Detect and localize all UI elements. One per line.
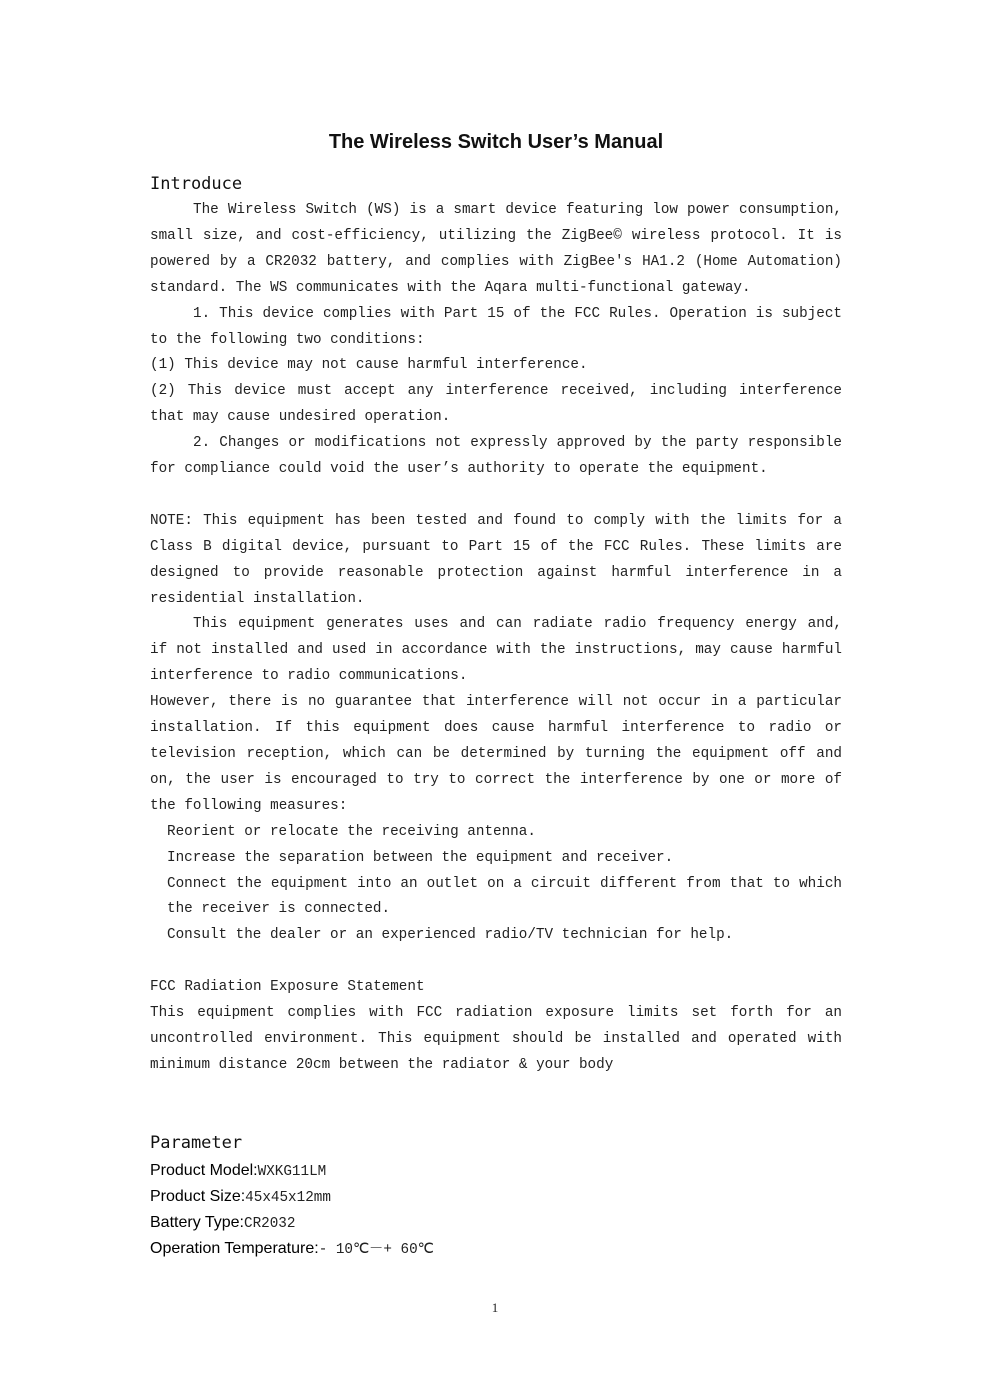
fcc-item-1: 1. This device complies with Part 15 of the FCC Rules. Operation is subject to the following two conditions: — [150, 305, 842, 348]
fcc-radiation-heading: FCC Radiation Exposure Statement — [150, 979, 425, 996]
param-value: WXKG11LM — [257, 1164, 327, 1180]
equipment-paragraph: This equipment generates uses and can radiate radio frequency energy and, if not installed and used in accordance with the instructions, may cause harmful interference to radio communications. — [150, 616, 842, 685]
param-row-temperature — [150, 1236, 842, 1262]
param-value: 45x45x12mm — [245, 1190, 331, 1206]
param-row-size — [150, 1184, 842, 1210]
however-paragraph: However, there is no guarantee that interference will not occur in a particular installation. If this equipment does cause harmful interference to radio or television reception, which can be determined by turning the equipment off and on, the user is encouraged to try to correct the interference by one or more of the following measures: — [150, 694, 842, 814]
fcc-radiation-paragraph: This equipment complies with FCC radiation exposure limits set forth for an uncontrolled environment. This equipment should be installed and operated with minimum distance 20cm between the radiator & your body — [150, 1005, 842, 1073]
fcc-item-2: 2. Changes or modifications not expressly approved by the party responsible for compliance could void the user’s authority to operate the equipment. — [150, 435, 842, 478]
param-label: Product Size: — [150, 1188, 246, 1205]
param-value: - 10℃－+ 60℃ — [318, 1242, 434, 1258]
param-row-battery — [150, 1210, 842, 1236]
fcc-condition-1: (1) This device may not cause harmful interference. — [150, 357, 588, 374]
introduce-body — [150, 198, 842, 1079]
fcc-condition-2: (2) This device must accept any interference received, including interference that may cause undesired operation. — [150, 383, 842, 426]
parameter-list — [150, 1158, 842, 1262]
intro-paragraph: The Wireless Switch (WS) is a smart device featuring low power consumption, small size, and cost-efficiency, utilizing the ZigBee© wireless protocol. It is powered by a CR2032 battery, and complies with ZigBee's HA1.2 (Home Automation) standard. The WS communicates with the Aqara multi-functional gateway. — [150, 202, 842, 296]
param-row-model — [150, 1158, 842, 1184]
measure-item: Reorient or relocate the receiving antenna. — [167, 823, 536, 840]
note-paragraph: NOTE: This equipment has been tested and found to comply with the limits for a Class B digital device, pursuant to Part 15 of the FCC Rules. These limits are designed to provide reasonable protection against harmful interference in a residential installation. — [150, 512, 842, 607]
param-label: Battery Type: — [150, 1214, 244, 1231]
measure-item: Consult the dealer or an experienced radio/TV technician for help. — [167, 927, 734, 944]
parameter-heading: Parameter — [150, 1133, 243, 1153]
spacer — [150, 483, 842, 509]
page-title: The Wireless Switch User’s Manual — [328, 131, 664, 153]
param-label: Product Model: — [150, 1162, 258, 1179]
spacer — [150, 949, 842, 975]
page-number: 1 — [491, 1300, 499, 1315]
param-label: Operation Temperature: — [150, 1240, 319, 1257]
measure-item: Increase the separation between the equipment and receiver. — [167, 849, 674, 866]
measure-item: Connect the equipment into an outlet on a circuit different from that to which the receiver is connected. — [167, 875, 842, 918]
param-value: CR2032 — [243, 1216, 296, 1232]
introduce-heading: Introduce — [150, 174, 243, 194]
